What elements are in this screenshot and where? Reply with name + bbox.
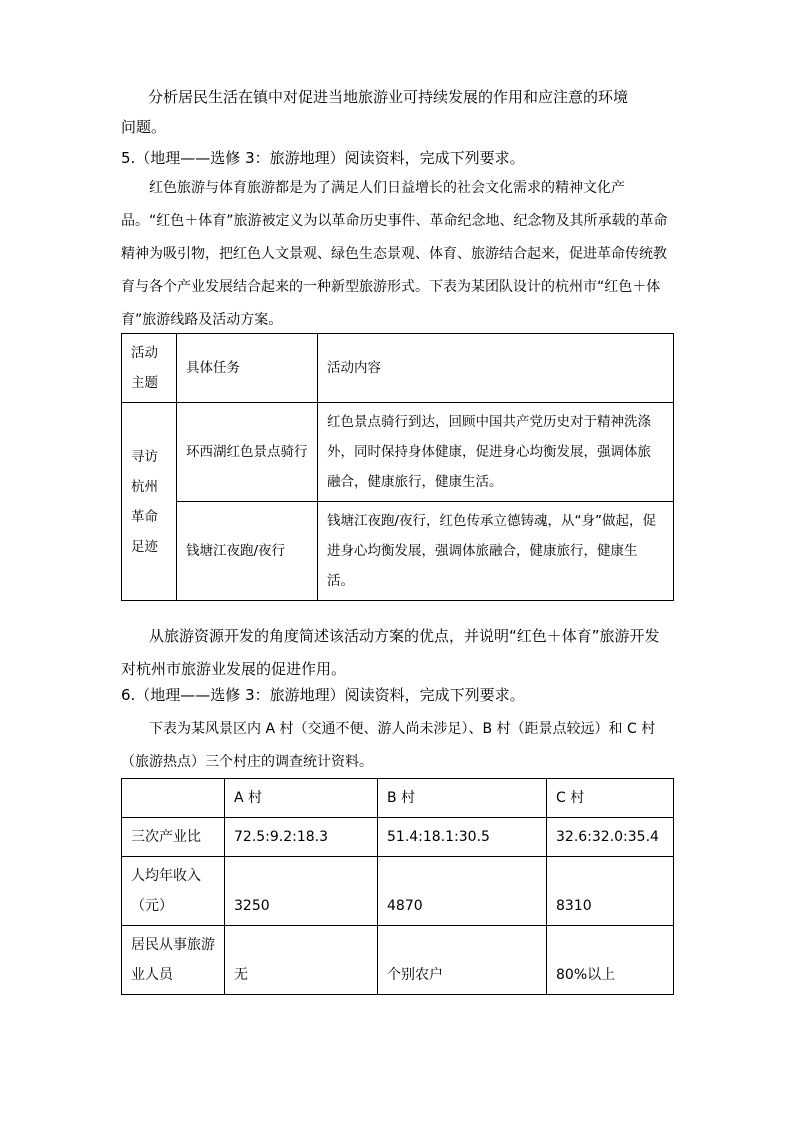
row-label: 三次产业比 [122, 818, 225, 857]
table-row [122, 403, 674, 502]
cell-b: 个别农户 [378, 926, 547, 995]
header-village-a: A 村 [225, 779, 378, 818]
cell-a: 无 [225, 926, 378, 995]
cell-a: 3250 [225, 857, 378, 926]
q5-heading: 5.（地理——选修 3：旅游地理）阅读资料，完成下列要求。 [121, 149, 525, 167]
q5-activity-table [121, 333, 674, 601]
q5-material: 红色旅游与体育旅游都是为了满足人们日益增长的社会文化需求的精神文化产品。“红色＋体育”旅游被定义为以革命历史事件、革命纪念地、纪念物及其所承载的革命精神为吸引物，把红色人文景观、绿色生态景观、体育、旅游结合起来，促进革命传统教育与各个产业发展结合起来的一种新型旅游形式。下表为某团队设计的杭州市“红色＋体育”旅游线路及活动方案。 [121, 180, 668, 328]
table-row [122, 857, 674, 926]
cell-c: 8310 [547, 857, 674, 926]
content-cell: 红色景点骑行到达，回顾中国共产党历史对于精神洗涤外，同时保持身体健康，促进身心均衡发展，强调体旅融合，健康旅行，健康生活。 [318, 403, 674, 502]
task-cell: 钱塘江夜跑/夜行 [177, 502, 318, 601]
header-blank [122, 779, 225, 818]
cell-c: 80%以上 [547, 926, 674, 995]
cell-b: 51.4:18.1:30.5 [378, 818, 547, 857]
header-content: 活动内容 [318, 334, 674, 403]
q6-heading: 6.（地理——选修 3：旅游地理）阅读资料，完成下列要求。 [121, 686, 525, 704]
table-header-row [122, 779, 674, 818]
header-theme: 活动主题 [122, 334, 177, 403]
q6-material: 下表为某风景区内 A 村（交通不便、游人尚未涉足）、B 村（距景点较远）和 C 村（旅游热点）三个村庄的调查统计资料。 [121, 721, 656, 770]
theme-cell: 寻访杭州革命足迹 [122, 403, 177, 601]
cell-b: 4870 [378, 857, 547, 926]
q5-question: 从旅游资源开发的角度简述该活动方案的优点，并说明“红色＋体育”旅游开发对杭州市旅游业发展的促进作用。 [121, 627, 660, 678]
header-village-b: B 村 [378, 779, 547, 818]
task-cell: 环西湖红色景点骑行 [177, 403, 318, 502]
table-row [122, 818, 674, 857]
header-task: 具体任务 [177, 334, 318, 403]
table-row [122, 926, 674, 995]
table-row [122, 502, 674, 601]
content-cell: 钱塘江夜跑/夜行，红色传承立德铸魂，从“身”做起，促进身心均衡发展，强调体旅融合，健康旅行，健康生活。 [318, 502, 674, 601]
row-label: 人均年收入（元） [122, 857, 225, 926]
cell-c: 32.6:32.0:35.4 [547, 818, 674, 857]
row-label: 居民从事旅游业人员 [122, 926, 225, 995]
header-village-c: C 村 [547, 779, 674, 818]
intro-line-2: 问题。 [121, 118, 167, 136]
intro-line-1: 分析居民生活在镇中对促进当地旅游业可持续发展的作用和应注意的环境 [148, 88, 629, 106]
cell-a: 72.5:9.2:18.3 [225, 818, 378, 857]
table-header-row [122, 334, 674, 403]
q6-village-table [121, 778, 674, 995]
